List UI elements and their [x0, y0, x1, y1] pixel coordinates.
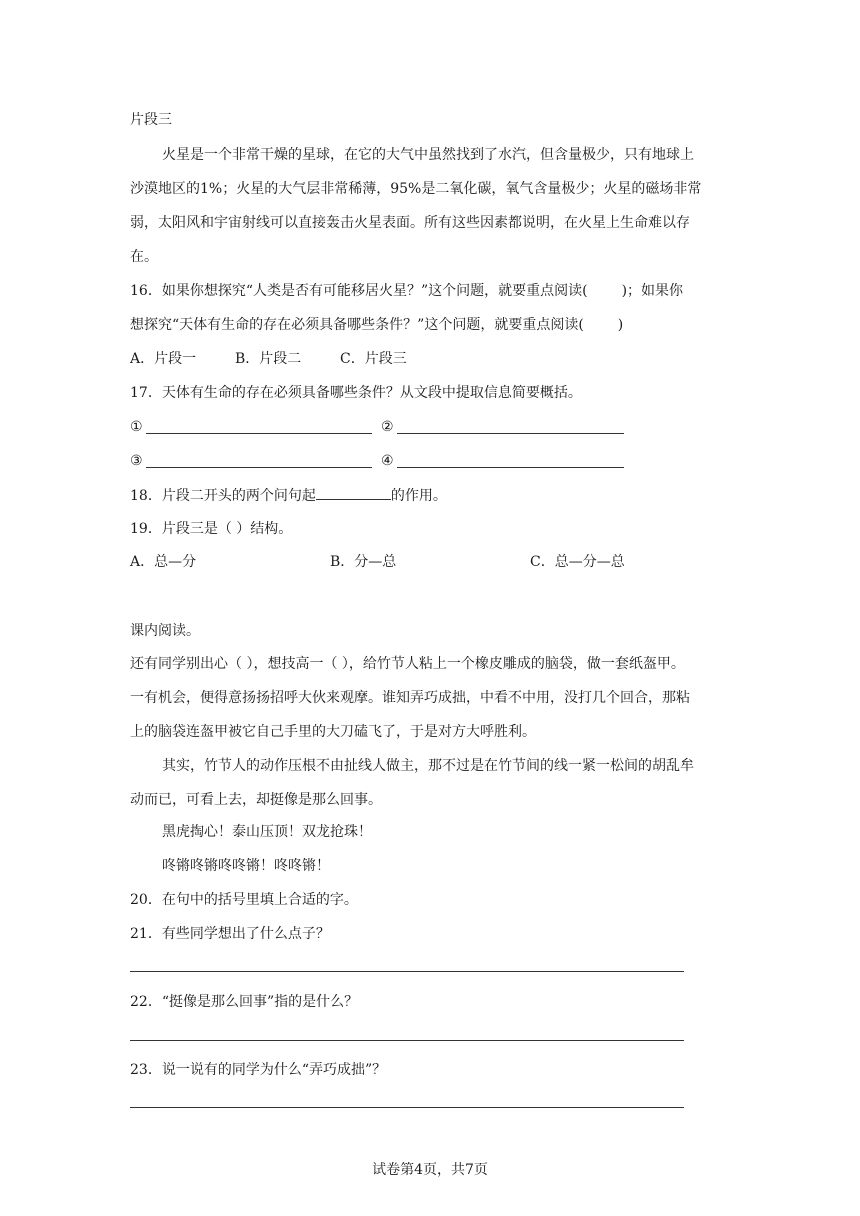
answer-line[interactable]	[130, 1107, 684, 1108]
section3-paragraph	[130, 145, 734, 281]
answer-line[interactable]	[146, 467, 372, 468]
question-21: 21．有些同学想出了什么点子？	[130, 926, 330, 942]
question-text: 18．片段二开头的两个问句起	[130, 488, 316, 504]
answer-line[interactable]	[397, 433, 624, 434]
answer-line[interactable]	[130, 971, 684, 972]
reading-paragraph-4: 咚锵咚锵咚咚锵！咚咚锵！	[162, 858, 330, 874]
question-16-option-c[interactable]: C．片段三	[340, 351, 407, 367]
question-text: )；如果你	[621, 283, 684, 299]
answer-line[interactable]	[146, 433, 372, 434]
answer-line[interactable]	[397, 467, 624, 468]
reading-heading: 课内阅读。	[130, 623, 200, 639]
paragraph-line: 一有机会，便得意扬扬招呼大伙来观摩。谁知弄巧成拙，中看不中用，没打几个回合，那粘	[130, 690, 690, 706]
question-18	[130, 485, 447, 506]
reading-paragraph-3: 黑虎掏心！泰山压顶！双龙抢珠！	[162, 824, 372, 840]
answer-line[interactable]	[130, 1040, 684, 1041]
question-23: 23．说一说有的同学为什么“弄巧成拙”？	[130, 1062, 387, 1078]
paragraph-line: 沙漠地区的1%；火星的大气层非常稀薄，95%是二氧化碳，氧气含量极少；火星的磁场非常	[130, 181, 702, 197]
question-text: 16．如果你想探究“人类是否有可能移居火星？”这个问题，就要重点阅读(	[130, 283, 588, 299]
question-16-line-1	[130, 281, 683, 301]
question-20: 20．在句中的括号里填上合适的字。	[130, 892, 358, 908]
question-19-option-a[interactable]: A．总—分	[130, 554, 197, 570]
answer-mark-3: ③	[130, 453, 143, 469]
paragraph-line: 在。	[130, 249, 158, 265]
question-text: 的作用。	[390, 488, 447, 504]
question-22: 22．“挺像是那么回事”指的是什么？	[130, 994, 359, 1010]
question-16-line-2	[130, 315, 623, 335]
answer-mark-4: ④	[381, 453, 394, 469]
paragraph-line: 其实，竹节人的动作压根不由扯线人做主，那不过是在竹节间的线一紧一松间的胡乱牟	[162, 758, 694, 774]
paragraph-line: 弱，太阳风和宇宙射线可以直接轰击火星表面。所有这些因素都说明，在火星上生命难以存	[130, 215, 690, 231]
answer-blank[interactable]	[316, 485, 391, 500]
answer-mark-1: ①	[130, 419, 143, 435]
question-16-option-b[interactable]: B．片段二	[235, 351, 302, 367]
question-19-stem: 19．片段三是（ ）结构。	[130, 521, 293, 537]
question-text: 想探究“天体有生命的存在必须具备哪些条件？”这个问题，就要重点阅读(	[130, 317, 584, 333]
answer-mark-2: ②	[381, 419, 394, 435]
section-heading: 片段三	[130, 112, 172, 128]
paragraph-line: 还有同学别出心（ ），想技高一（ ），给竹节人粘上一个橡皮雕成的脑袋，做一套纸盔甲。	[130, 656, 685, 672]
page-footer: 试卷第4页，共7页	[372, 1162, 488, 1178]
question-17-stem: 17．天体有生命的存在必须具备哪些条件？从文段中提取信息简要概括。	[130, 385, 582, 401]
question-19-option-c[interactable]: C．总—分—总	[530, 554, 625, 570]
question-text: )	[617, 317, 624, 333]
question-16-option-a[interactable]: A．片段一	[130, 351, 197, 367]
paragraph-line: 火星是一个非常干燥的星球，在它的大气中虽然找到了水汽，但含量极少，只有地球上	[162, 147, 694, 163]
reading-paragraph-2	[130, 756, 734, 824]
question-19-option-b[interactable]: B．分—总	[330, 554, 397, 570]
reading-paragraph-1	[130, 654, 734, 756]
paragraph-line: 动而已，可看上去，却挺像是那么回事。	[130, 792, 382, 808]
paragraph-line: 上的脑袋连盔甲被它自己手里的大刀磕飞了，于是对方大呼胜利。	[130, 724, 536, 740]
